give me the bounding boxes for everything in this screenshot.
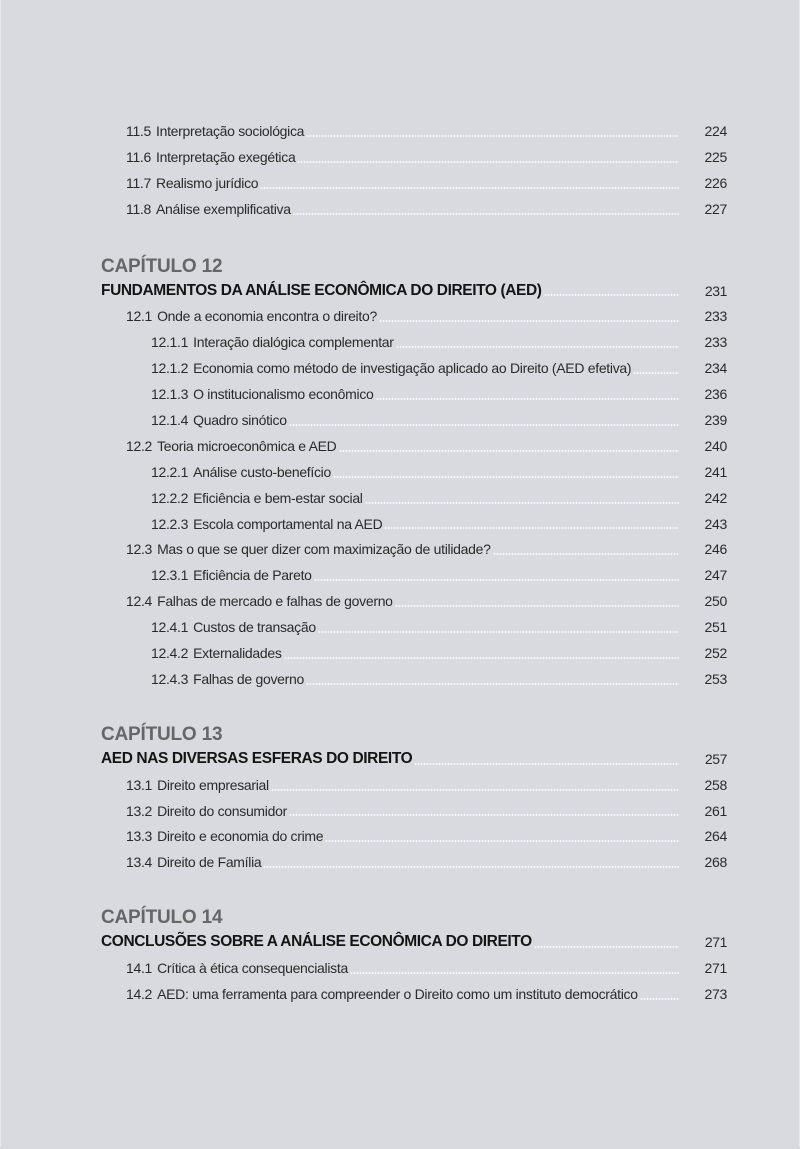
entry-page: 243 (704, 515, 727, 532)
entry-page: 271 (704, 934, 727, 951)
entry-title: Eficiência de Pareto (193, 567, 312, 584)
entry-title: Interação dialógica complementar (193, 334, 394, 351)
entry-title: Direito do consumidor (157, 802, 287, 819)
entry-title: Custos de transação (193, 619, 316, 636)
dot-leader (314, 579, 679, 581)
dot-leader (297, 161, 679, 163)
entry-page: 234 (704, 360, 727, 377)
entry-number: 14.2 (126, 985, 153, 1002)
dot-leader (365, 502, 679, 504)
toc-entry[interactable] (101, 144, 727, 170)
dot-leader (271, 789, 679, 791)
entry-title: Eficiência e bem-estar social (193, 489, 363, 506)
toc-subentry[interactable] (101, 614, 727, 640)
entry-title: Escola comportamental na AED (193, 515, 383, 532)
chapter-title-entry[interactable] (101, 278, 727, 304)
entry-number: 13.4 (126, 854, 153, 871)
dot-leader (306, 683, 679, 685)
toc-entry[interactable] (101, 433, 727, 459)
entry-number: 12.1.3 (151, 386, 189, 403)
chapter-title: AED NAS DIVERSAS ESFERAS DO DIREITO (101, 749, 413, 767)
toc-entry[interactable] (101, 849, 727, 875)
entry-number: 13.3 (126, 828, 153, 845)
toc-entry[interactable] (101, 536, 727, 562)
entry-number: 12.4.2 (151, 644, 189, 661)
dot-leader (263, 866, 679, 868)
entry-number: 12.4 (126, 593, 153, 610)
entry-page: 268 (704, 854, 727, 871)
entry-page: 225 (704, 148, 727, 165)
entry-number: 12.2 (126, 437, 153, 454)
dot-leader (396, 346, 679, 348)
dot-leader (395, 605, 679, 607)
toc-subentry[interactable] (101, 459, 727, 485)
entry-page: 257 (704, 750, 727, 767)
chapter-entries (101, 303, 727, 691)
chapter-title: CONCLUSÕES SOBRE A ANÁLISE ECONÔMICA DO DIREITO (101, 933, 532, 951)
toc-entry[interactable] (101, 118, 727, 144)
entry-title: Economia como método de investigação aplicado ao Direito (AED efetiva) (193, 360, 632, 377)
entry-page: 246 (704, 541, 727, 558)
spacer (101, 222, 727, 252)
entry-page: 233 (704, 308, 727, 325)
entry-page: 253 (704, 670, 727, 687)
dot-leader (350, 972, 679, 974)
entry-number: 14.1 (126, 960, 153, 977)
entry-page: 226 (704, 174, 727, 191)
entry-page: 236 (704, 386, 727, 403)
dot-leader (534, 946, 679, 948)
dot-leader (293, 213, 679, 215)
dot-leader (633, 372, 679, 374)
entry-title: Interpretação exegética (156, 148, 296, 165)
entry-title: AED: uma ferramenta para compreender o Direito como um instituto democrático (157, 985, 638, 1002)
dot-leader (379, 320, 679, 322)
dot-leader (544, 294, 679, 296)
toc-subentry[interactable] (101, 355, 727, 381)
toc-entry[interactable] (101, 303, 727, 329)
entry-page: 247 (704, 567, 727, 584)
entry-page: 273 (704, 985, 727, 1002)
dot-leader (333, 476, 679, 478)
toc-entry[interactable] (101, 955, 727, 981)
entry-title: Externalidades (193, 644, 282, 661)
dot-leader (260, 187, 679, 189)
entry-title: Direito empresarial (157, 776, 269, 793)
entry-number: 13.1 (126, 776, 153, 793)
dot-leader (376, 398, 679, 400)
spacer (101, 875, 727, 903)
entry-page: 251 (704, 619, 727, 636)
entry-title: Teoria microeconômica e AED (157, 437, 337, 454)
entry-number: 12.1 (126, 308, 153, 325)
entry-number: 11.6 (126, 148, 152, 165)
entry-page: 241 (704, 463, 727, 480)
toc-subentry[interactable] (101, 511, 727, 537)
entry-title: Falhas de governo (193, 670, 304, 687)
toc-subentry[interactable] (101, 562, 727, 588)
entry-number: 12.1.2 (151, 360, 189, 377)
entry-page: 261 (704, 802, 727, 819)
dot-leader (284, 657, 679, 659)
dot-leader (384, 527, 679, 529)
entry-number: 11.5 (126, 122, 152, 139)
entry-title: Mas o que se quer dizer com maximização de utilidade? (157, 541, 491, 558)
entry-page: 233 (704, 334, 727, 351)
toc-entry[interactable] (101, 823, 727, 849)
entry-page: 250 (704, 593, 727, 610)
toc-entry[interactable] (101, 588, 727, 614)
entry-number: 12.2.1 (151, 463, 189, 480)
entry-page: 240 (704, 437, 727, 454)
entry-title: Crítica à ética consequencialista (157, 960, 348, 977)
toc-subentry[interactable] (101, 381, 727, 407)
toc-subentry[interactable] (101, 640, 727, 666)
dot-leader (339, 450, 680, 452)
entry-page: 224 (704, 122, 727, 139)
entry-title: Realismo jurídico (156, 174, 259, 191)
dot-leader (318, 631, 679, 633)
toc-entry[interactable] (101, 196, 727, 222)
dot-leader (640, 998, 679, 1000)
entry-number: 11.7 (126, 174, 152, 191)
table-of-contents (101, 118, 727, 1007)
chapter-label: CAPÍTULO 12 (101, 255, 223, 277)
toc-subentry[interactable] (101, 666, 727, 692)
entry-title: Análise exemplificativa (156, 200, 291, 217)
entry-title: Falhas de mercado e falhas de governo (157, 593, 393, 610)
entry-title: Direito e economia do crime (157, 828, 324, 845)
entry-page: 242 (704, 489, 727, 506)
entry-number: 12.2.3 (151, 515, 189, 532)
entry-number: 12.1.1 (151, 334, 189, 351)
dot-leader (325, 840, 679, 842)
dot-leader (289, 814, 679, 816)
entry-number: 12.3.1 (151, 567, 189, 584)
entry-page: 258 (704, 776, 727, 793)
toc-subentry[interactable] (101, 329, 727, 355)
toc-subentry[interactable] (101, 485, 727, 511)
toc-subentry[interactable] (101, 407, 727, 433)
dot-leader (289, 424, 679, 426)
entry-page: 252 (704, 644, 727, 661)
chapter-label: CAPÍTULO 13 (101, 723, 223, 745)
entry-page: 264 (704, 828, 727, 845)
entry-title: Análise custo-benefício (193, 463, 331, 480)
entry-number: 12.4.1 (151, 619, 189, 636)
entry-title: Direito de Família (157, 854, 262, 871)
entry-number: 12.2.2 (151, 489, 189, 506)
entry-page: 227 (704, 200, 727, 217)
entry-number: 12.4.3 (151, 670, 189, 687)
toc-entry[interactable] (101, 981, 727, 1007)
toc-entry[interactable] (101, 798, 727, 824)
entry-number: 12.1.4 (151, 411, 189, 428)
chapter-title-entry[interactable] (101, 746, 727, 772)
toc-entry[interactable] (101, 772, 727, 798)
entry-title: Quadro sinótico (193, 411, 287, 428)
entry-page: 231 (704, 282, 727, 299)
entry-page: 239 (704, 411, 727, 428)
entry-title: Interpretação sociológica (156, 122, 305, 139)
entry-title: O institucionalismo econômico (193, 386, 374, 403)
chapter-entries (101, 772, 727, 876)
chapter-title-entry[interactable] (101, 929, 727, 955)
dot-leader (414, 763, 679, 765)
entry-title: Onde a economia encontra o direito? (157, 308, 377, 325)
entry-number: 11.8 (126, 200, 152, 217)
chapter-label: CAPÍTULO 14 (101, 907, 223, 929)
dot-leader (306, 135, 679, 137)
toc-entry[interactable] (101, 170, 727, 196)
chapter-entries (101, 955, 727, 1007)
chapter-title: FUNDAMENTOS DA ANÁLISE ECONÔMICA DO DIREITO (AED) (101, 281, 542, 299)
entry-number: 13.2 (126, 802, 153, 819)
entry-page: 271 (704, 960, 727, 977)
spacer (101, 692, 727, 720)
dot-leader (493, 553, 679, 555)
entry-number: 12.3 (126, 541, 153, 558)
